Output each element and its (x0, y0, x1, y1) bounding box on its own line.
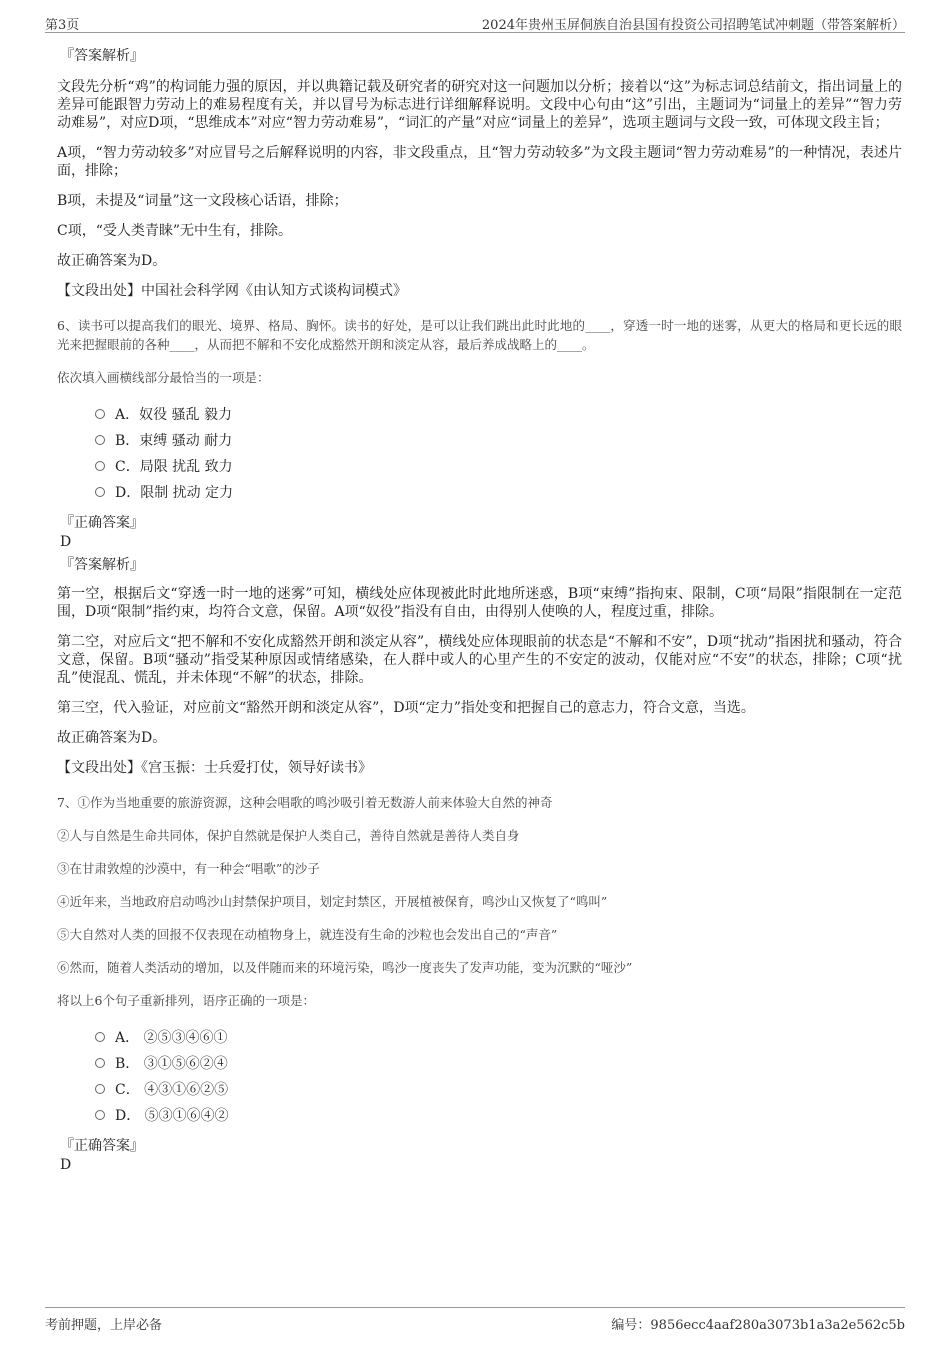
analysis-heading: 『答案解析』 (60, 557, 144, 573)
question-stem: 6、读书可以提高我们的眼光、境界、格局、胸怀。读书的好处，是可以让我们跳出此时此地的____，穿透一时一地的迷雾，从更大的格局和更长远的眼光来把握眼前的各种____，从而把不解和不安化成豁然开朗和淡定从容，最后养成战略上的____。 (57, 318, 902, 352)
analysis-paragraph: 故正确答案为D。 (57, 730, 167, 746)
sentence-item: ②人与自然是生命共同体，保护自然就是保护人类自己，善待自然就是善待人类自身 (57, 828, 520, 843)
page-header (45, 12, 905, 33)
answer-heading: 『正确答案』 (60, 515, 144, 531)
option-d[interactable] (95, 1102, 902, 1128)
option-list (95, 1024, 902, 1128)
sentence-item: 7、①作为当地重要的旅游资源，这种会唱歌的鸣沙吸引着无数游人前来体验大自然的神奇 (57, 795, 553, 810)
radio-icon[interactable] (95, 1032, 105, 1042)
analysis-paragraph: 第一空，根据后文“穿透一时一地的迷雾”可知，横线处应体现被此时此地所迷惑，B项“束缚”指拘束、限制，C项“局限”指限制在一定范围，D项“限制”指约束，均符合文意，保留。A项“奴役”指没有自由，由得别人使唤的人，程度过重，排除。 (57, 586, 902, 620)
correct-answer: D (60, 1157, 72, 1173)
footer-slogan: 考前押题，上岸必备 (45, 1318, 163, 1333)
source-citation: 【文段出处】中国社会科学网《由认知方式谈构词模式》 (57, 283, 407, 299)
page-content (57, 44, 902, 1178)
sentence-item: ⑤大自然对人类的回报不仅表现在动植物身上，就连没有生命的沙粒也会发出自己的“声音” (57, 927, 558, 942)
option-list (95, 401, 902, 505)
radio-icon[interactable] (95, 1084, 105, 1094)
sentence-item: ④近年来，当地政府启动鸣沙山封禁保护项目，划定封禁区，开展植被保育，鸣沙山又恢复了“鸣叫” (57, 894, 608, 909)
option-d[interactable] (95, 479, 902, 505)
analysis-paragraph: 故正确答案为D。 (57, 253, 167, 269)
source-citation: 【文段出处】《宫玉振：士兵爱打仗，领导好读书》 (57, 760, 372, 776)
option-c[interactable] (95, 1076, 902, 1102)
analysis-paragraph: C项，“受人类青睐”无中生有，排除。 (57, 223, 293, 239)
option-label: C． ④③①⑥②⑤ (115, 1082, 229, 1098)
analysis-paragraph: 第三空，代入验证，对应前文“豁然开朗和淡定从容”，D项“定力”指处变和把握自己的意志力，符合文意，当选。 (57, 700, 755, 716)
option-label: B．束缚 骚动 耐力 (115, 433, 233, 449)
document-title: 2024年贵州玉屏侗族自治县国有投资公司招聘笔试冲刺题（带答案解析） (481, 18, 905, 33)
analysis-heading: 『答案解析』 (60, 48, 144, 64)
radio-icon[interactable] (95, 461, 105, 471)
radio-icon[interactable] (95, 487, 105, 497)
option-label: D． ⑤③①⑥④② (115, 1108, 229, 1124)
option-label: A． ②⑤③④⑥① (115, 1030, 228, 1046)
radio-icon[interactable] (95, 1058, 105, 1068)
radio-icon[interactable] (95, 1110, 105, 1120)
radio-icon[interactable] (95, 435, 105, 445)
analysis-paragraph: 文段先分析“鸡”的构词能力强的原因，并以典籍记载及研究者的研究对这一问题加以分析；接着以“这”为标志词总结前文，指出词量上的差异可能跟智力劳动上的难易程度有关，并以冒号为标志进行详细解释说明。文段中心句由“这”引出，主题词为“词量上的差异”“智力劳动难易”，对应D项，“思维成本”对应“智力劳动难易”，“词汇的产量”对应“词量上的差异”，选项主题词与文段一致，可体现文段主旨； (57, 79, 902, 131)
option-b[interactable] (95, 427, 902, 453)
analysis-paragraph: B项，未提及“词量”这一文段核心话语，排除； (57, 193, 348, 209)
question-prompt: 依次填入画横线部分最恰当的一项是： (57, 370, 270, 385)
option-label: B． ③①⑤⑥②④ (115, 1056, 228, 1072)
option-b[interactable] (95, 1050, 902, 1076)
option-label: C．局限 扰乱 致力 (115, 459, 233, 475)
analysis-paragraph: A项，“智力劳动较多”对应冒号之后解释说明的内容，非文段重点，且“智力劳动较多”为文段主题词“智力劳动难易”的一种情况，表述片面，排除； (57, 145, 902, 179)
sentence-item: ③在甘肃敦煌的沙漠中，有一种会“唱歌”的沙子 (57, 861, 320, 876)
analysis-paragraph: 第二空，对应后文“把不解和不安化成豁然开朗和淡定从容”，横线处应体现眼前的状态是“不解和不安”，D项“扰动”指困扰和骚动，符合文意，保留。B项“骚动”指受某种原因或情绪感染，在人群中或人的心里产生的不安定的波动，仅能对应“不安”的状态，排除；C项“扰乱”使混乱、慌乱，并未体现“不解”的状态，排除。 (57, 634, 902, 686)
sentence-item: ⑥然而，随着人类活动的增加，以及伴随而来的环境污染，鸣沙一度丧失了发声功能，变为沉默的“哑沙” (57, 960, 633, 975)
answer-heading: 『正确答案』 (60, 1138, 144, 1154)
option-a[interactable] (95, 1024, 902, 1050)
page-footer (45, 1307, 905, 1338)
radio-icon[interactable] (95, 409, 105, 419)
correct-answer: D (60, 534, 72, 550)
document-code: 编号：9856ecc4aaf280a3073b1a3a2e562c5b (611, 1318, 905, 1333)
question-prompt: 将以上6个句子重新排列，语序正确的一项是： (57, 993, 315, 1008)
option-c[interactable] (95, 453, 902, 479)
option-a[interactable] (95, 401, 902, 427)
option-label: D．限制 扰动 定力 (115, 485, 234, 501)
page-number: 第3页 (45, 18, 80, 33)
option-label: A．奴役 骚乱 毅力 (115, 407, 233, 423)
